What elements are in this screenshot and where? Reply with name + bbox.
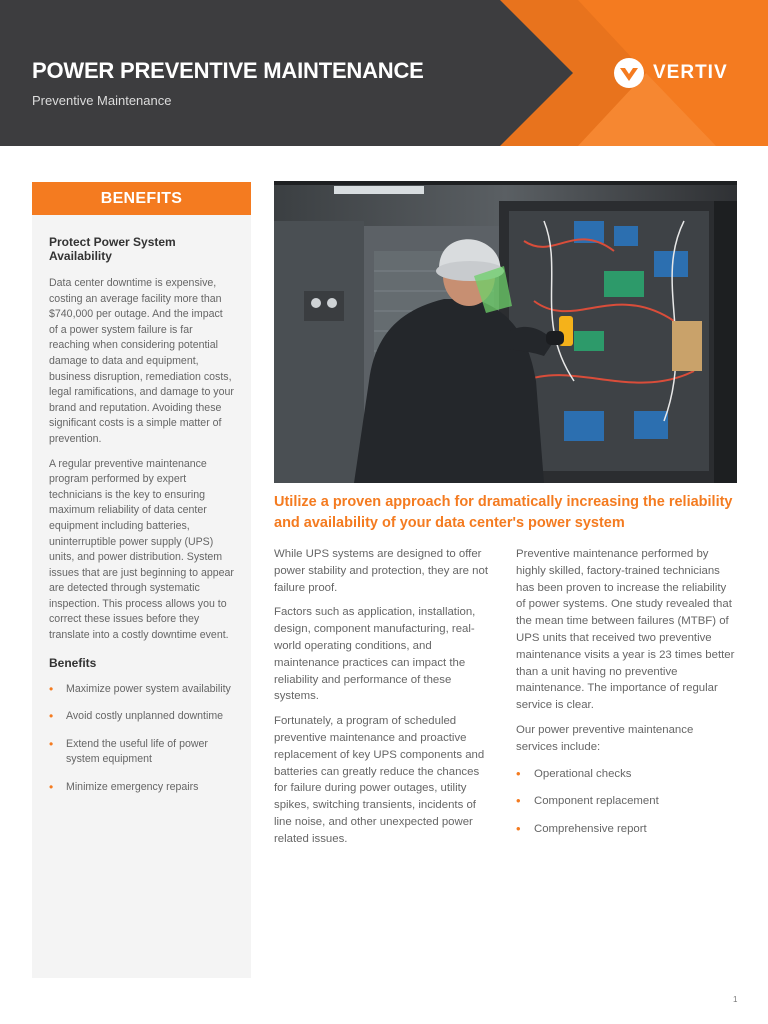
left-column bbox=[274, 546, 494, 856]
main-headline: Utilize a proven approach for dramatically increasing the reliability and availability of your data center's power system bbox=[274, 494, 733, 531]
right-column bbox=[516, 546, 736, 849]
bullet-icon: • bbox=[49, 681, 54, 696]
services-list bbox=[516, 766, 736, 838]
vertiv-v-logo-icon bbox=[613, 57, 645, 89]
benefits-title: Benefits bbox=[49, 655, 97, 670]
sidebar-section-title: Protect Power System Availability bbox=[49, 235, 176, 263]
body-paragraph: Factors such as application, installation, design, component manufacturing, real-world operating conditions, and maintenance practices can impact the reliability and performance of these systems. bbox=[274, 606, 476, 703]
technician-photo bbox=[274, 181, 737, 483]
bullet-icon: • bbox=[516, 793, 521, 809]
list-item: • Minimize emergency repairs bbox=[49, 780, 199, 795]
sidebar-paragraph: Data center downtime is expensive, costing an average facility more than $740,000 per outage. And the impact of a power system failure is far reaching when considering potential damage to data and equipment, business disruption, remediation costs, legal ramifications, and damage to your brand and reputation. Avoiding these significant costs is a simple matter of prevention. bbox=[49, 277, 234, 445]
bullet-icon: • bbox=[49, 736, 54, 751]
list-item: • Extend the useful life of power system equipment bbox=[49, 736, 208, 766]
list-item: • Operational checks bbox=[516, 765, 632, 781]
vertiv-logo bbox=[613, 57, 728, 89]
page-title: POWER PREVENTIVE MAINTENANCE bbox=[32, 58, 424, 83]
list-item: • Component replacement bbox=[516, 793, 659, 809]
bullet-icon: • bbox=[516, 765, 521, 781]
technician-photo-illustration bbox=[274, 181, 737, 483]
header-banner bbox=[0, 0, 768, 146]
body-paragraph: While UPS systems are designed to offer power stability and protection, they are not failure proof. bbox=[274, 548, 489, 594]
sidebar-paragraph: A regular preventive maintenance program performed by expert technicians is the key to ensuring maximum reliability of data center equipment including batteries, uninterruptible power supply (UPS) units, and power distribution. System issues that are just beginning to appear are detected through systematic inspection. This process allows you to correct these issues before they translate into a costly downtime event. bbox=[49, 457, 234, 642]
bullet-icon: • bbox=[516, 821, 521, 837]
page-number: 1 bbox=[733, 995, 738, 1004]
list-item: • Comprehensive report bbox=[516, 821, 647, 837]
list-item: • Avoid costly unplanned downtime bbox=[49, 709, 224, 724]
sidebar-heading: BENEFITS bbox=[32, 182, 251, 215]
benefits-sidebar bbox=[32, 182, 251, 978]
logo-text: VERTIV bbox=[653, 62, 728, 83]
bullet-icon: • bbox=[49, 709, 54, 724]
page-subtitle: Preventive Maintenance bbox=[32, 93, 172, 108]
body-paragraph: Fortunately, a program of scheduled preventive maintenance and proactive replacement of key UPS components and batteries can greatly reduce the chances for failure during power outages, utility spikes, switching transients, incidents of line noise, and other unexpected power related issues. bbox=[274, 715, 485, 845]
bullet-icon: • bbox=[49, 780, 54, 795]
body-paragraph: Preventive maintenance performed by highly skilled, factory-trained technicians has been proven to increase the reliability of power systems. One study revealed that the mean time between failures (MTBF) of UPS units that received two preventive maintenance visits a year is 23 times better than a unit having no preventive maintenance. The importance of regular service is clear. bbox=[516, 548, 735, 712]
benefits-list bbox=[49, 682, 234, 796]
list-item: • Maximize power system availability bbox=[49, 681, 231, 696]
body-paragraph: Our power preventive maintenance services include: bbox=[516, 723, 694, 753]
